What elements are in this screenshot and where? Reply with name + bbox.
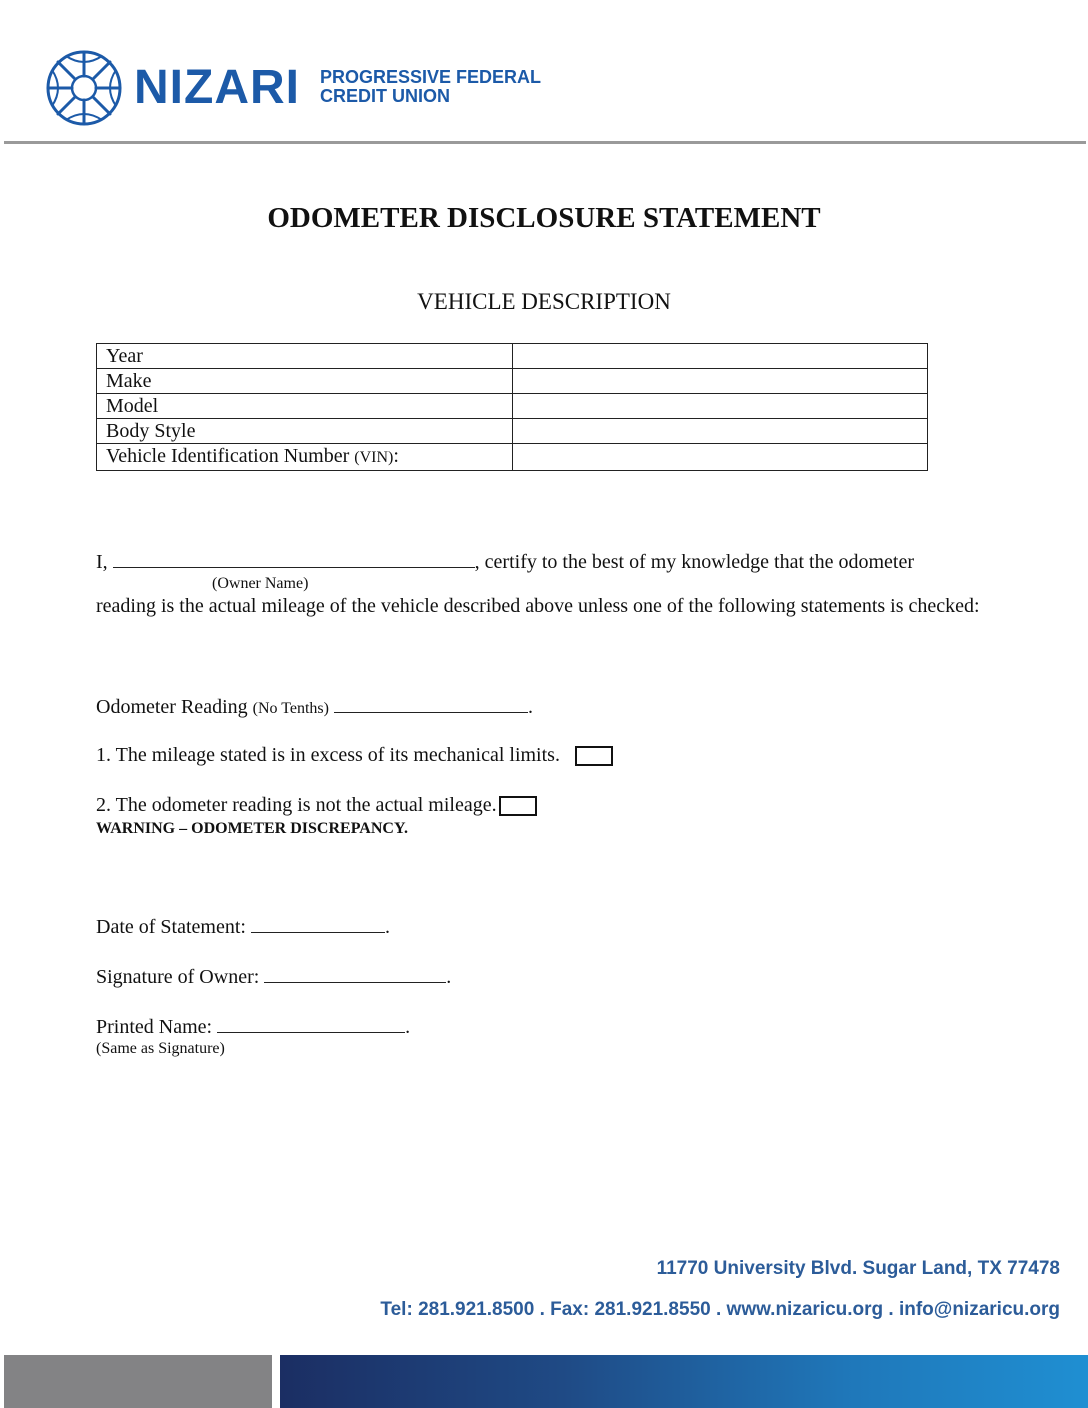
table-row	[97, 344, 928, 369]
signature-of-owner-field[interactable]	[264, 964, 446, 983]
joined-hands-globe-icon	[44, 48, 124, 128]
same-as-signature-caption: (Same as Signature)	[96, 1040, 225, 1057]
footer-contact: Tel: 281.921.8500 . Fax: 281.921.8550 . www.nizaricu.org . info@nizaricu.org	[380, 1299, 1060, 1320]
mechanical-limits-checkbox[interactable]	[575, 746, 613, 766]
statement-2-text: 2. The odometer reading is not the actual mileage.	[96, 794, 497, 816]
date-of-statement-label: Date of Statement:	[96, 916, 246, 938]
date-of-statement-line	[96, 914, 390, 940]
printed-name-label: Printed Name:	[96, 1016, 213, 1038]
odometer-reading-field[interactable]	[334, 694, 528, 713]
printed-name-line	[96, 1014, 410, 1040]
date-of-statement-field[interactable]	[251, 914, 385, 933]
brand-subtitle-line1: PROGRESSIVE FEDERAL	[320, 67, 542, 87]
header-divider	[4, 141, 1086, 144]
statement-1-text: 1. The mileage stated is in excess of its mechanical limits.	[96, 744, 560, 766]
table-row	[97, 419, 928, 444]
footer-blue-bar	[280, 1355, 1088, 1408]
date-period: .	[384, 916, 390, 938]
certification-suffix: , certify to the best of my knowledge that the odometer	[474, 551, 914, 573]
owner-name-caption: (Owner Name)	[212, 575, 309, 592]
footer-address: 11770 University Blvd. Sugar Land, TX 77478	[656, 1258, 1060, 1279]
body-style-field[interactable]	[513, 419, 928, 444]
table-row	[97, 369, 928, 394]
footer-gray-bar	[4, 1355, 272, 1408]
odometer-reading-label: Odometer Reading	[96, 696, 248, 718]
not-actual-mileage-checkbox[interactable]	[499, 796, 537, 816]
make-field[interactable]	[513, 369, 928, 394]
vin-label-text: Vehicle Identification Number	[106, 445, 350, 467]
odometer-discrepancy-warning: WARNING – ODOMETER DISCREPANCY.	[96, 820, 409, 837]
odometer-reading-line	[96, 694, 533, 721]
table-row	[97, 444, 928, 471]
printed-period: .	[405, 1016, 411, 1038]
year-label: Year	[97, 344, 513, 369]
signature-of-owner-label: Signature of Owner:	[96, 966, 260, 988]
certification-continuation: reading is the actual mileage of the vehicle described above unless one of the following statements is checked:	[96, 595, 980, 617]
document-title: ODOMETER DISCLOSURE STATEMENT	[267, 202, 821, 234]
vin-label-colon: :	[393, 445, 399, 467]
brand-subtitle-line2: CREDIT UNION	[320, 86, 450, 106]
year-field[interactable]	[513, 344, 928, 369]
signature-period: .	[446, 966, 452, 988]
certification-prefix: I,	[96, 551, 108, 573]
vin-field[interactable]	[513, 444, 928, 471]
make-label: Make	[97, 369, 513, 394]
vin-abbreviation: (VIN)	[354, 449, 394, 466]
vehicle-description-table	[96, 343, 928, 471]
printed-name-field[interactable]	[217, 1014, 405, 1033]
certification-line	[96, 549, 914, 575]
vin-label	[97, 444, 513, 471]
body-style-label: Body Style	[97, 419, 513, 444]
model-field[interactable]	[513, 394, 928, 419]
brand-subtitle	[320, 68, 541, 106]
brand-name: NIZARI	[134, 61, 300, 114]
statement-mechanical-limits	[96, 743, 613, 768]
table-row	[97, 394, 928, 419]
odometer-period: .	[527, 696, 533, 718]
statement-not-actual-mileage	[96, 793, 537, 818]
model-label: Model	[97, 394, 513, 419]
signature-of-owner-line	[96, 964, 451, 990]
owner-name-field[interactable]	[113, 549, 475, 568]
no-tenths-note: (No Tenths)	[252, 700, 329, 717]
vehicle-description-heading: VEHICLE DESCRIPTION	[417, 289, 671, 314]
